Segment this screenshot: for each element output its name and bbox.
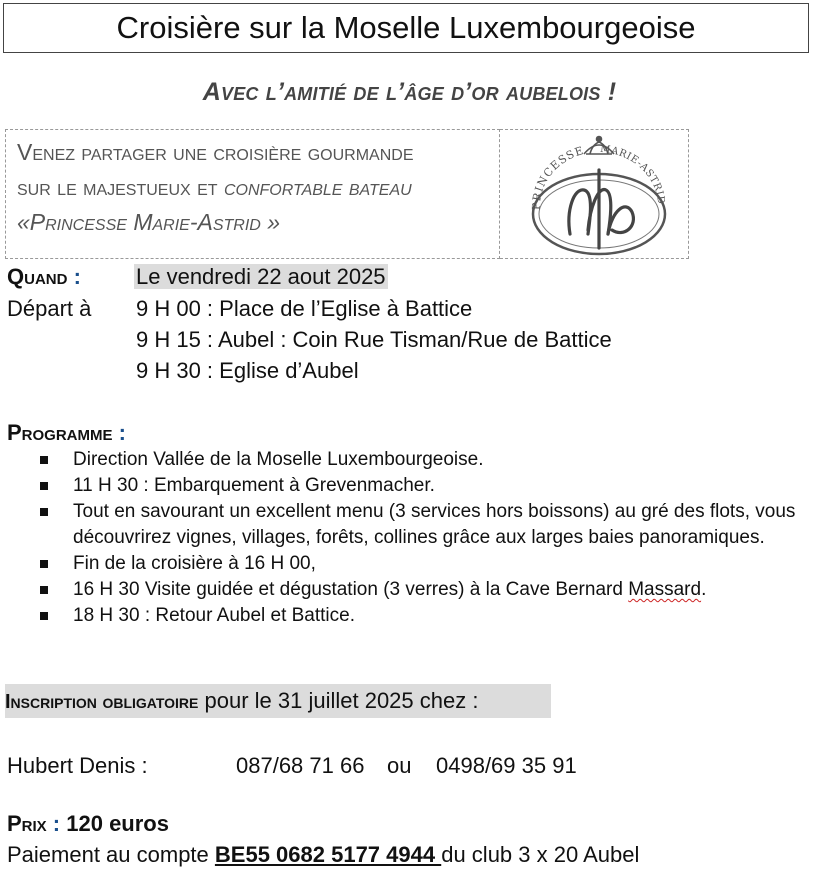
invite-box	[5, 129, 500, 259]
logo-right-text: MARIE-ASTRID	[599, 143, 667, 206]
list-item: Direction Vallée de la Moselle Luxembourgeoise.	[40, 447, 810, 473]
quand-label: Quand :	[7, 264, 81, 289]
list-item: Fin de la croisière à 16 H 00,	[40, 551, 810, 577]
princesse-marie-astrid-logo	[500, 130, 689, 260]
invite-line-2	[17, 170, 499, 205]
list-item: 18 H 30 : Retour Aubel et Battice.	[40, 603, 810, 629]
invite-line-1: Venez partager une croisière gourmande	[17, 139, 414, 165]
inscription-label: Inscription obligatoire	[5, 691, 199, 713]
programme-label: Programme :	[7, 420, 126, 445]
logo-box	[500, 129, 689, 259]
inscription-text: pour le 31 juillet 2025 chez :	[198, 688, 479, 713]
contact-phone-2: 0498/69 35 91	[436, 753, 577, 778]
invite-line-3: «Princesse Marie-Astrid »	[17, 209, 281, 235]
contact-or: ou	[387, 753, 412, 778]
page-title: Croisière sur la Moselle Luxembourgeoise	[116, 10, 696, 45]
inscription-banner	[5, 684, 551, 718]
depart-stop-1: 9 H 00 : Place de l’Eglise à Battice	[136, 296, 473, 321]
contact-name: Hubert Denis :	[7, 753, 148, 778]
list-item: 16 H 30 Visite guidée et dégustation (3 verres) à la Cave Bernard Massard.	[40, 577, 810, 603]
subtitle: Avec l’amitié de l’âge d’or aubelois !	[202, 78, 617, 106]
invite-line-2a: sur le majestueux et	[17, 174, 224, 200]
quand-date: Le vendredi 22 aout 2025	[136, 264, 386, 289]
prix-line: Prix : 120 euros	[7, 811, 169, 836]
list-item: Tout en savourant un excellent menu (3 services hors boissons) au gré des flots, vous découvrirez vignes, villages, forêts, collines grâce aux larges baies panoramiques.	[40, 499, 810, 551]
logo-left-text: PRINCESSE	[529, 143, 586, 211]
prix-value: 120 euros	[60, 811, 169, 836]
depart-label: Départ à	[7, 296, 92, 321]
massard-word: Massard	[628, 579, 702, 600]
title-box	[3, 3, 809, 53]
invite-line-2b: confortable bateau	[223, 174, 412, 200]
depart-stop-3: 9 H 30 : Eglise d’Aubel	[136, 358, 359, 383]
paiement-line: Paiement au compte BE55 0682 5177 4944 du club 3 x 20 Aubel	[7, 842, 640, 867]
contact-phone-1: 087/68 71 66	[236, 753, 365, 778]
depart-stop-2: 9 H 15 : Aubel : Coin Rue Tisman/Rue de Battice	[136, 327, 612, 352]
list-item: 11 H 30 : Embarquement à Grevenmacher.	[40, 473, 810, 499]
programme-list	[40, 447, 810, 629]
iban: BE55 0682 5177 4944	[214, 842, 442, 867]
